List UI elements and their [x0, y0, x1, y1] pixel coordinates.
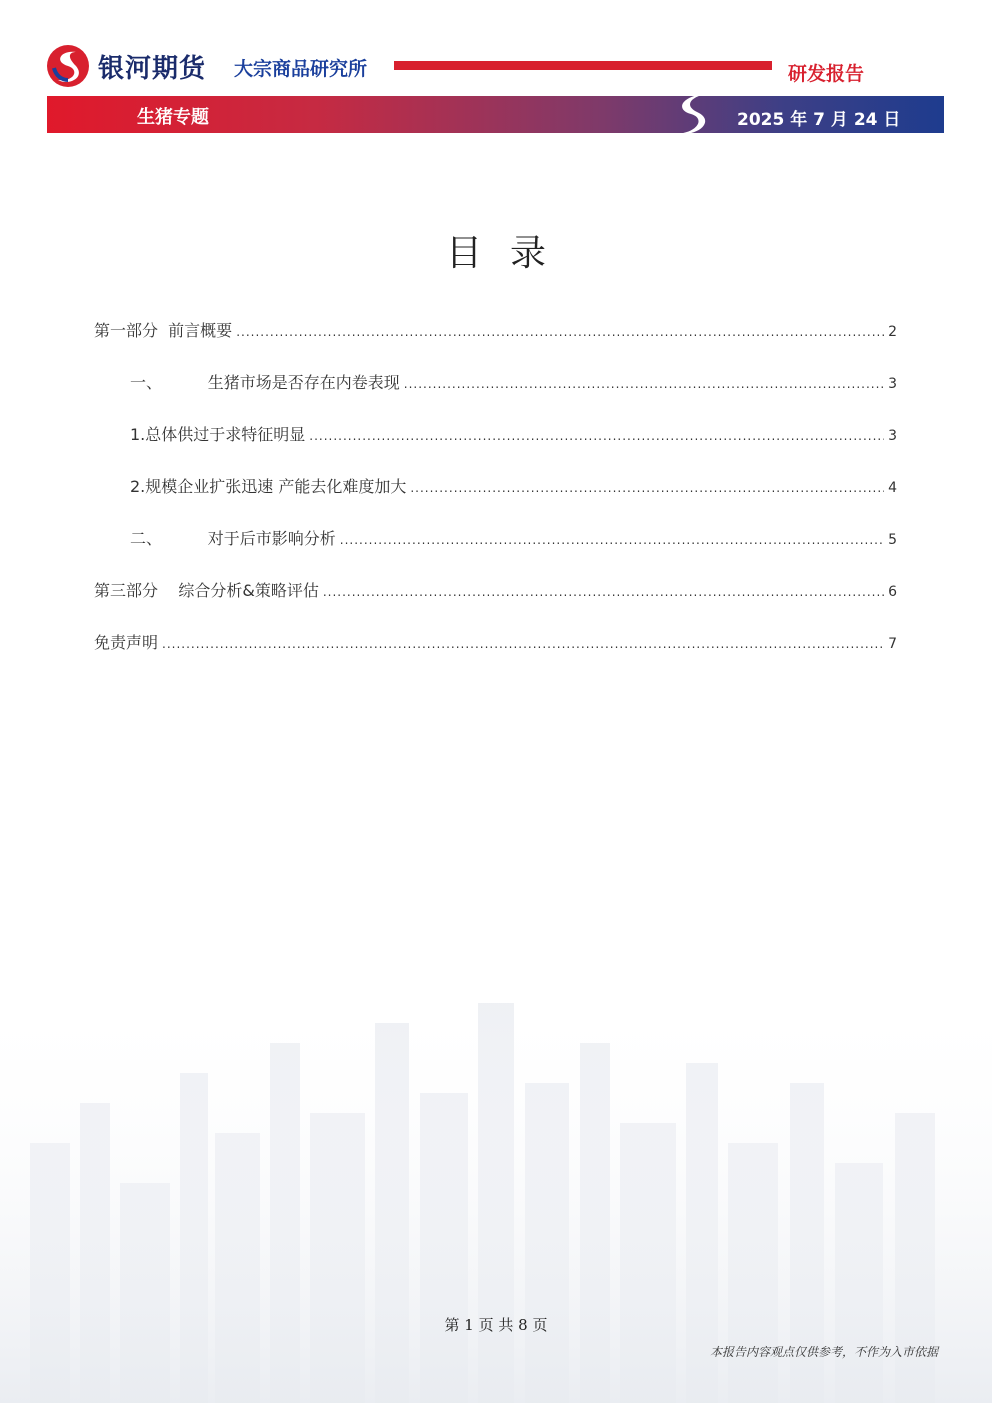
- report-date: 2025 年 7 月 24 日: [737, 110, 901, 130]
- toc-leader-dots: [323, 585, 884, 599]
- toc-entry-label: 1.总体供过于求特征明显: [130, 425, 306, 444]
- toc-leader-dots: [340, 533, 884, 547]
- toc-entry-label: 免责声明: [94, 633, 159, 652]
- toc-entry-page: 5: [888, 532, 897, 548]
- toc-entry-page: 2: [888, 324, 897, 340]
- toc-entry-label: 第一部分 前言概要: [94, 321, 233, 340]
- toc-entry-label: 二、 对于后市影响分析: [130, 529, 336, 548]
- institute-name: 大宗商品研究所: [234, 58, 368, 80]
- report-type: 研发报告: [788, 63, 865, 85]
- toc-entry-label: 2.规模企业扩张迅速 产能去化难度加大: [130, 477, 407, 496]
- toc-leader-dots: [309, 429, 884, 443]
- toc-entry[interactable]: [94, 578, 897, 601]
- brand-name: 银河期货: [98, 54, 207, 84]
- footer-disclaimer: 本报告内容观点仅供参考，不作为入市依据: [709, 1345, 938, 1359]
- toc-entry[interactable]: [130, 422, 897, 445]
- galaxy-logo-icon: [46, 44, 90, 88]
- header-red-rule: [394, 61, 772, 70]
- report-topic: 生猪专题: [137, 107, 209, 128]
- toc-entry-page: 3: [888, 428, 897, 444]
- toc-entry-page: 3: [888, 376, 897, 392]
- toc-leader-dots: [236, 325, 884, 339]
- header-band: [47, 96, 944, 133]
- toc-entry[interactable]: [130, 370, 897, 393]
- swoosh-icon: [671, 92, 711, 136]
- toc-leader-dots: [162, 637, 884, 651]
- toc-title: 目录: [445, 233, 574, 274]
- toc-entry-page: 6: [888, 584, 897, 600]
- toc-leader-dots: [404, 377, 884, 391]
- toc-entry-page: 4: [888, 480, 897, 496]
- toc-entry[interactable]: [130, 474, 897, 497]
- skyline-watermark: [0, 983, 992, 1403]
- page-indicator: 第 1 页 共 8 页: [444, 1316, 548, 1334]
- toc-entry[interactable]: [94, 630, 897, 653]
- toc-entry-label: 第三部分 综合分析&策略评估: [94, 581, 319, 600]
- toc-leader-dots: [410, 481, 884, 495]
- toc-entry[interactable]: [94, 318, 897, 341]
- toc-entry[interactable]: [130, 526, 897, 549]
- toc-entry-page: 7: [888, 636, 897, 652]
- toc-entry-label: 一、 生猪市场是否存在内卷表现: [130, 373, 400, 392]
